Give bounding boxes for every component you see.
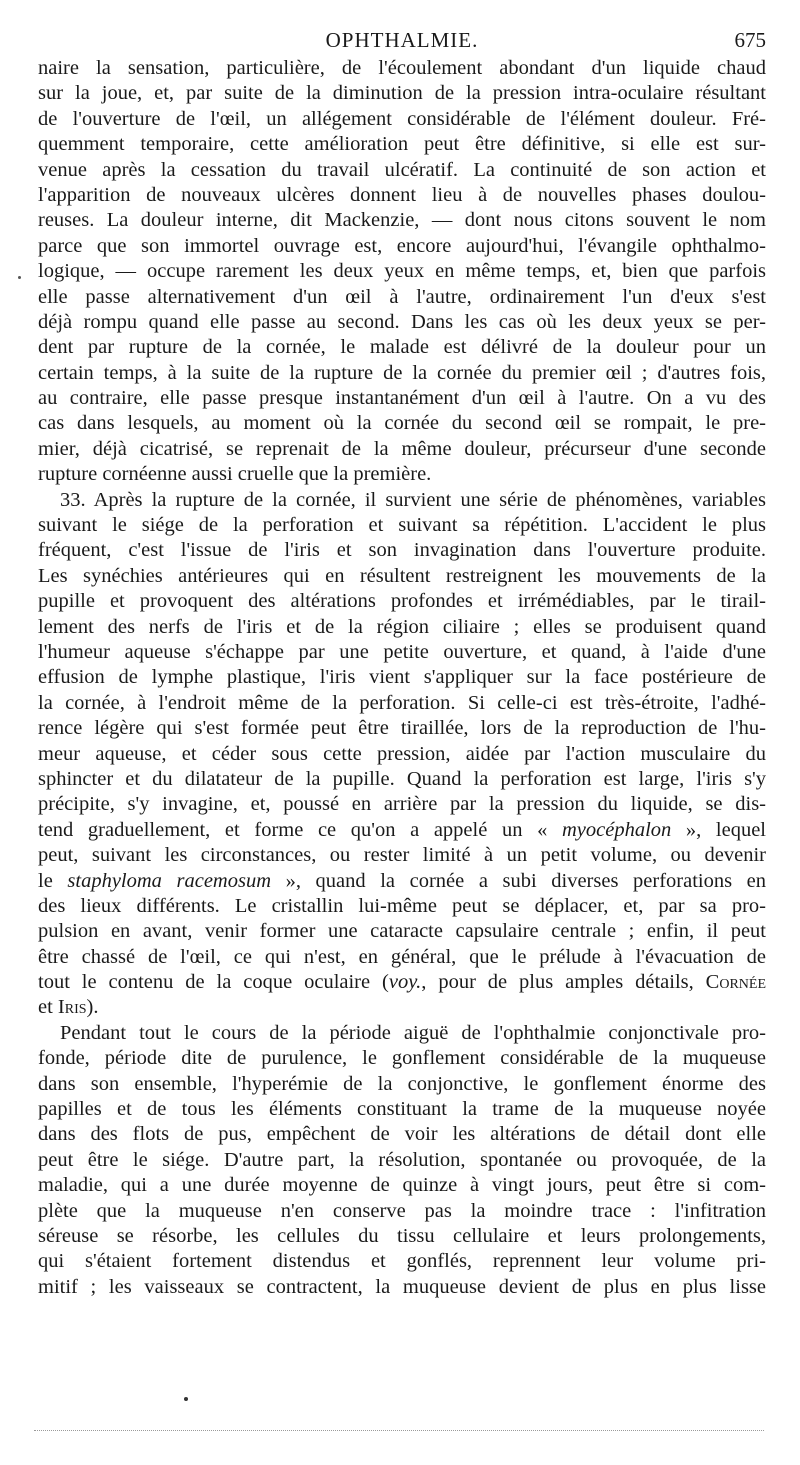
text-fragment: », quand la cornée a subi diverses perforations en: [271, 869, 766, 892]
text-fragment: , pour de plus amples détails,: [421, 971, 706, 994]
italic-term-staphyloma: staphyloma racemosum: [67, 869, 272, 892]
text-line: l'humeur aqueuse s'échappe par une petite ouverture, et quand, à l'aide d'une: [38, 640, 766, 663]
paragraph-start-line: Pendant tout le cours de la période aiguë de l'ophthalmie conjonctivale pro-: [60, 1021, 766, 1044]
crossref-cornee: Cornée: [705, 971, 766, 994]
text-line: dans son ensemble, l'hyperémie de la conjonctive, le gonflement énorme des: [38, 1072, 766, 1095]
text-line: mitif ; les vaisseaux se contractent, la muqueuse devient de plus en plus lisse: [38, 1275, 766, 1298]
text-line: cas dans lesquels, au moment où la cornée du second œil se rompait, le pre-: [38, 412, 766, 435]
text-line: dent par rupture de la cornée, le malade est délivré de la douleur pour un: [38, 336, 766, 359]
margin-speck: [18, 276, 21, 279]
text-line: fréquent, c'est l'issue de l'iris et son invagination dans l'ouverture produite.: [38, 539, 766, 562]
text-line: précipite, s'y invagine, et, poussé en arrière par la pression du liquide, se dis-: [38, 793, 766, 816]
text-line: pulsion en avant, venir former une cataracte capsulaire centrale ; enfin, il peut: [38, 920, 766, 943]
text-line: qui s'étaient fortement distendus et gonflés, reprennent leur volume pri-: [38, 1250, 766, 1273]
footer-dotted-rule: [34, 1430, 764, 1431]
text-fragment: et: [38, 996, 53, 1019]
text-line: la cornée, à l'endroit même de la perforation. Si celle-ci est très-étroite, l'adhé-: [38, 691, 766, 714]
text-line: meur aqueuse, et céder sous cette pression, aidée par l'action musculaire du: [38, 742, 766, 765]
footer-speck: [184, 1397, 188, 1401]
running-title: OPHTHALMIE.: [325, 28, 479, 52]
text-line: [38, 1300, 766, 1325]
text-fragment: tout le contenu de la coque oculaire (: [38, 971, 389, 994]
text-line: elle passe alternativement d'un œil à l'autre, ordinairement l'un d'eux s'est: [38, 285, 766, 308]
text-line: papilles et de tous les éléments constituant la trame de la muqueuse noyée: [38, 1098, 766, 1121]
text-line: mier, déjà cicatrisé, se reprenait de la même douleur, précurseur d'une seconde: [38, 437, 766, 460]
text-line: plète que la muqueuse n'en conserve pas la moindre trace : l'infitration: [38, 1199, 766, 1222]
text-line: peut, suivant les circonstances, ou rester limité à un petit volume, ou devenir: [38, 844, 766, 867]
text-line: être chassé de l'œil, ce qui n'est, en général, que le prélude à l'évacuation de: [38, 945, 766, 968]
text-line: peut être le siége. D'autre part, la résolution, spontanée ou provoquée, de la: [38, 1148, 766, 1171]
text-line: séreuse se résorbe, les cellules du tissu cellulaire et leurs prolongements,: [38, 1224, 766, 1247]
text-line: lement des nerfs de l'iris et de la région ciliaire ; elles se produisent quand: [38, 615, 766, 638]
crossref-iris: Iris: [57, 996, 87, 1019]
italic-term-myocephalon: myocéphalon: [561, 818, 672, 841]
text-fragment: ).: [86, 996, 99, 1019]
text-line: venue après la cessation du travail ulcératif. La continuité de son action et: [38, 158, 766, 181]
text-line: suivant le siége de la perforation et suivant sa répétition. L'accident le plus: [38, 514, 766, 537]
text-line: rence légère qui s'est formée peut être tiraillée, lors de la reproduction de l'hu-: [38, 717, 766, 740]
paragraph-end-line: rupture cornéenne aussi cruelle que la première.: [38, 463, 432, 486]
text-line: sphincter et du dilatateur de la pupille. Quand la perforation est large, l'iris s'y: [38, 767, 766, 790]
page-number: 675: [734, 28, 766, 52]
text-fragment: «: [522, 818, 562, 841]
text-line: Les synéchies antérieures qui en résultent restreignent les mouvements de la: [38, 564, 766, 587]
text-line: dans des flots de pus, empêchent de voir les altérations de détail dont elle: [38, 1123, 766, 1146]
text-line: reuses. La douleur interne, dit Mackenzie, — dont nous citons souvent le nom: [38, 209, 766, 232]
body-text: [38, 56, 766, 1326]
text-line: quemment temporaire, cette amélioration peut être définitive, si elle est sur-: [38, 133, 766, 156]
text-line: effusion de lymphe plastique, l'iris vient s'appliquer sur la face postérieure de: [38, 666, 766, 689]
paragraph-end-line: [38, 995, 766, 1020]
text-line: maladie, qui a une durée moyenne de quinze à vingt jours, peut être si com-: [38, 1174, 766, 1197]
section-33-start-line: 33. Après la rupture de la cornée, il survient une série de phénomènes, variables: [60, 488, 766, 511]
text-line-crossref: [38, 970, 766, 995]
running-header: [38, 22, 766, 56]
text-line: sur la joue, et, par suite de la diminution de la pression intra-oculaire résultant: [38, 82, 766, 105]
text-line: naire la sensation, particulière, de l'écoulement abondant d'un liquide chaud: [38, 57, 766, 79]
text-line: l'apparition de nouveaux ulcères donnent lieu à de nouvelles phases doulou-: [38, 183, 766, 206]
text-line: au contraire, elle passe presque instantanément d'un œil à l'autre. On a vu des: [38, 387, 766, 410]
text-line: des lieux différents. Le cristallin lui-même peut se déplacer, et, par sa pro-: [38, 894, 766, 917]
text-fragment: », lequel: [671, 818, 766, 841]
text-line: pupille et provoquent des altérations profondes et irrémédiables, par le tirail-: [38, 590, 766, 613]
text-line-myocephalon: [38, 818, 766, 843]
text-fragment: le: [38, 869, 53, 892]
text-line: certain temps, à la suite de la rupture de la cornée du premier œil ; d'autres fois,: [38, 361, 766, 384]
text-line: de l'ouverture de l'œil, un allégement considérable de l'élément douleur. Fré-: [38, 107, 766, 130]
text-line: logique, — occupe rarement les deux yeux en même temps, et, bien que parfois: [38, 260, 766, 283]
italic-term-voy: voy.: [388, 971, 422, 994]
text-line: fonde, période dite de purulence, le gonflement considérable de la muqueuse: [38, 1047, 766, 1070]
text-fragment: tend graduellement, et forme ce qu'on a appelé un: [38, 818, 523, 841]
text-line: déjà rompu quand elle passe au second. Dans les cas où les deux yeux se per-: [38, 310, 766, 333]
text-line-staphyloma: [38, 869, 766, 894]
text-line: parce que son immortel ouvrage est, encore aujourd'hui, l'évangile ophthalmo-: [38, 234, 766, 257]
document-page: [38, 22, 766, 1326]
